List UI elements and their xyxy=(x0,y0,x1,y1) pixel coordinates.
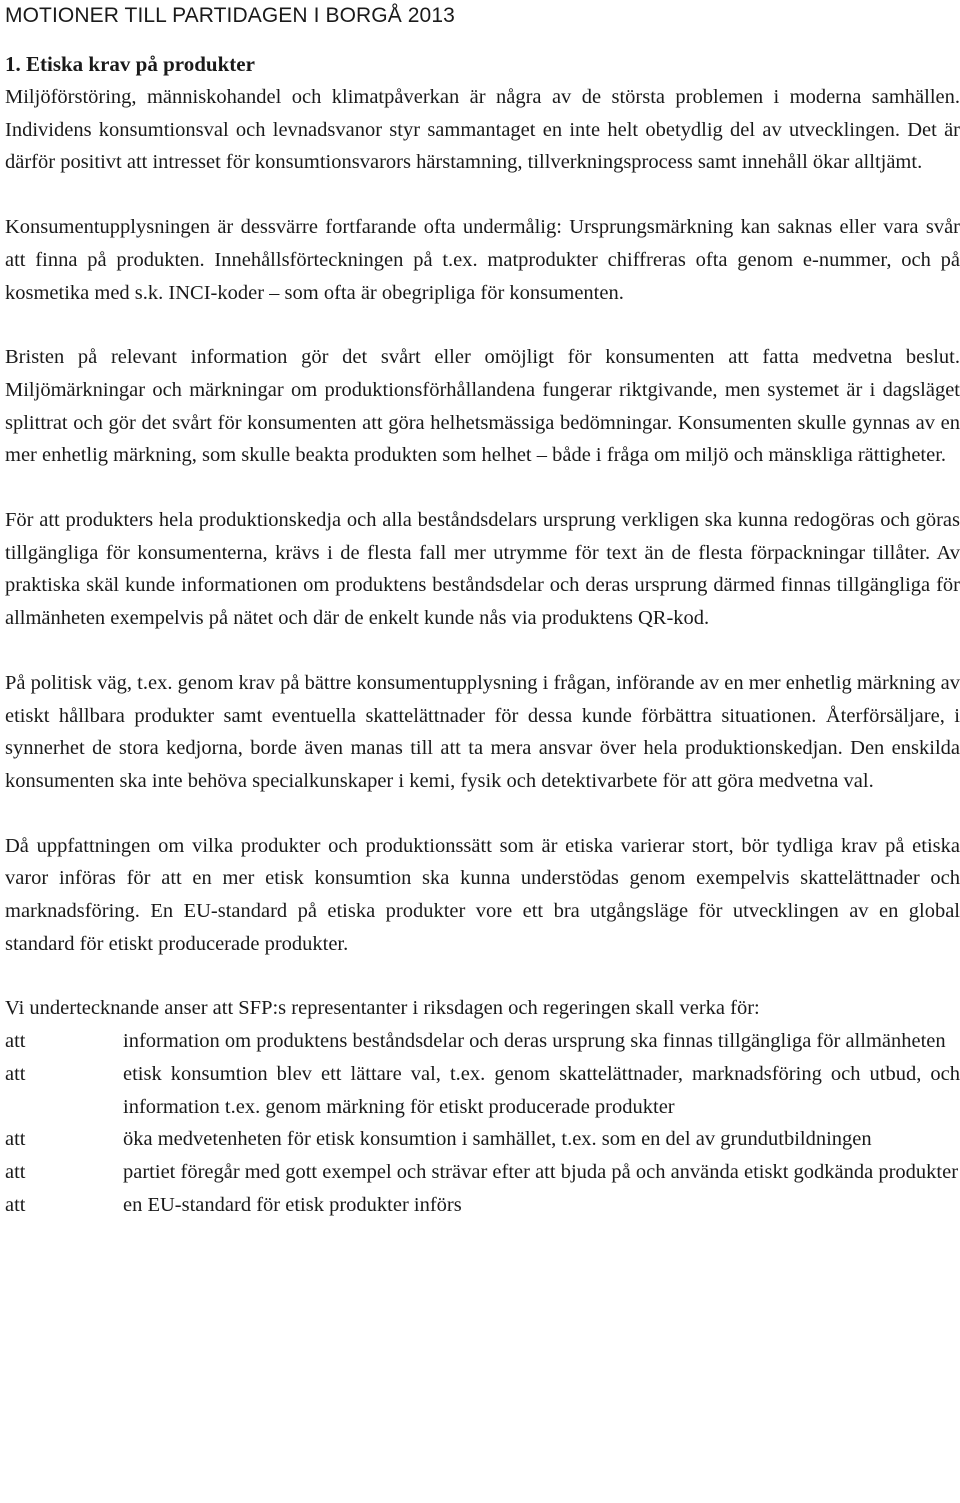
demand-item xyxy=(5,1189,960,1222)
demand-text: öka medvetenheten för etisk konsumtion i samhället, t.ex. som en del av grundutbildningen xyxy=(123,1128,872,1151)
paragraph-2: Konsumentupplysningen är dessvärre fortfarande ofta undermålig: Ursprungsmärkning kan saknas eller vara svår att finna på produkten. Innehållsförteckningen på t.ex. matprodukter chiffreras ofta genom e-nummer, och på kosmetika med s.k. INCI-koder – som ofta är obegripliga för konsumenten. xyxy=(5,216,960,304)
motion-title: 1. Etiska krav på produkter xyxy=(5,52,255,76)
demand-prefix: att xyxy=(5,1193,26,1216)
paragraph-5: På politisk väg, t.ex. genom krav på bättre konsumentupplysning i frågan, införande av en mer enhetlig märkning av etiskt hållbara produkter samt eventuella skattelättnader för dessa kunde förbättra situationen. Återförsäljare, i synnerhet de stora kedjorna, borde även manas till att ta mera ansvar över hela produktionskedjan. Den enskilda konsumenten ska inte behöva specialkunskaper i kemi, fysik och detektivarbete för att göra medvetna val. xyxy=(5,671,960,792)
demand-prefix: att xyxy=(5,1030,26,1053)
demand-item xyxy=(5,1025,960,1058)
paragraph-4: För att produkters hela produktionskedja och alla beståndsdelars ursprung verkligen ska kunna redogöras och göras tillgängliga för konsumenterna, krävs i de flesta fall mer utrymme för text än de flesta förpackningar tillåter. Av praktiska skäl kunde informationen om produktens beståndsdelar och deras ursprung därmed finnas tillgängliga för allmänheten exempelvis på nätet och där de enkelt kunde nås via produktens QR-kod. xyxy=(5,509,960,630)
demand-item xyxy=(5,1058,960,1123)
demand-text: information om produktens beståndsdelar och deras ursprung ska finnas tillgängliga för allmänheten xyxy=(123,1030,946,1053)
demands-list xyxy=(5,1025,960,1221)
document-header-title: MOTIONER TILL PARTIDAGEN I BORGÅ 2013 xyxy=(5,4,455,27)
demand-text: etisk konsumtion blev ett lättare val, t.ex. genom skattelättnader, marknadsföring och utbud, och information t.ex. genom märkning för etiskt producerade produkter xyxy=(123,1062,960,1118)
demand-text: partiet föregår med gott exempel och strävar efter att bjuda på och använda etiskt godkända produkter xyxy=(123,1160,959,1183)
demand-item xyxy=(5,1123,960,1156)
paragraph-1: Miljöförstöring, människohandel och klimatpåverkan är några av de största problemen i moderna samhällen. Individens konsumtionsval och levnadsvanor styr sammantaget en inte helt obetydlig del av utvecklingen. Det är därför positivt att intresset för konsumtionsvarors härstamning, tillverkningsprocess samt innehåll ökar alltjämt. xyxy=(5,86,960,174)
demands-intro: Vi undertecknande anser att SFP:s representanter i riksdagen och regeringen skall verka för: xyxy=(5,997,760,1020)
paragraph-6: Då uppfattningen om vilka produkter och produktionssätt som är etiska varierar stort, bör tydliga krav på etiska varor införas för att en mer etisk konsumtion ska kunna understödas genom exempelvis skattelättnader och marknadsföring. En EU-standard på etiska produkter vore ett bra utgångsläge för utvecklingen av en global standard för etiskt producerade produkter. xyxy=(5,834,960,955)
demand-prefix: att xyxy=(5,1160,26,1183)
demand-prefix: att xyxy=(5,1128,26,1151)
document-page xyxy=(0,4,960,1503)
demand-text: en EU-standard för etisk produkter införs xyxy=(123,1193,462,1216)
demand-item xyxy=(5,1156,960,1189)
paragraph-3: Bristen på relevant information gör det svårt eller omöjligt för konsumenten att fatta medvetna beslut. Miljömärkningar och märkningar om produktionsförhållandena fungerar riktgivande, men systemet är i dagsläget splittrat och gör det svårt för konsumenten att göra helhetsmässiga bedömningar. Konsumenten skulle gynnas av en mer enhetlig märkning, som skulle beakta produkten som helhet – både i fråga om miljö och mänskliga rättigheter. xyxy=(5,346,960,467)
demand-prefix: att xyxy=(5,1062,26,1085)
